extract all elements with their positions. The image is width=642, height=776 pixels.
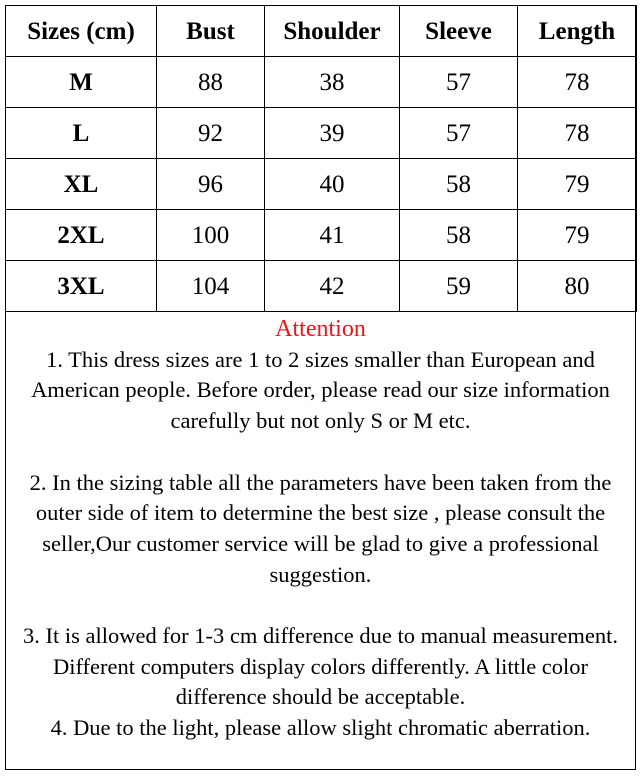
header-bust: Bust [157,6,265,57]
header-shoulder: Shoulder [265,6,400,57]
table-row [6,57,637,108]
note-item: 1. This dress sizes are 1 to 2 sizes smaller than European and American people. Before order, please read our size information carefully but not only S or M etc. [31,346,610,434]
shoulder-cell: 40 [265,159,400,210]
shoulder-cell: 39 [265,108,400,159]
shoulder-cell: 42 [265,261,400,312]
size-cell: L [6,108,157,159]
sleeve-cell: 57 [400,57,518,108]
bust-cell: 100 [157,210,265,261]
sleeve-cell: 57 [400,108,518,159]
header-row [6,6,637,57]
header-length: Length [518,6,637,57]
table-row [6,210,637,261]
bust-cell: 92 [157,108,265,159]
sleeve-cell: 58 [400,210,518,261]
bust-cell: 104 [157,261,265,312]
length-cell: 79 [518,210,637,261]
note-spacer [6,590,635,621]
note-spacer [6,437,635,468]
size-table [5,5,637,312]
note-item: 4. Due to the light, please allow slight chromatic aberration. [50,715,591,741]
size-cell: M [6,57,157,108]
sleeve-cell: 58 [400,159,518,210]
length-cell: 79 [518,159,637,210]
table-row [6,261,637,312]
length-cell: 78 [518,57,637,108]
header-sleeve: Sleeve [400,6,518,57]
table-row [6,108,637,159]
attention-notes [6,314,635,744]
bust-cell: 88 [157,57,265,108]
table-row [6,159,637,210]
length-cell: 80 [518,261,637,312]
size-cell: 3XL [6,261,157,312]
note-item: 2. In the sizing table all the parameters have been taken from the outer side of item to determine the best size , please consult the seller,Our customer service will be glad to give a professional suggestion. [29,469,612,587]
header-sizes: Sizes (cm) [6,6,157,57]
length-cell: 78 [518,108,637,159]
bust-cell: 96 [157,159,265,210]
size-cell: XL [6,159,157,210]
size-cell: 2XL [6,210,157,261]
sleeve-cell: 59 [400,261,518,312]
shoulder-cell: 41 [265,210,400,261]
note-item: 3. It is allowed for 1-3 cm difference due to manual measurement. Different computers display colors differently. A little color difference should be acceptable. [23,623,618,710]
attention-title: Attention [275,316,366,342]
shoulder-cell: 38 [265,57,400,108]
